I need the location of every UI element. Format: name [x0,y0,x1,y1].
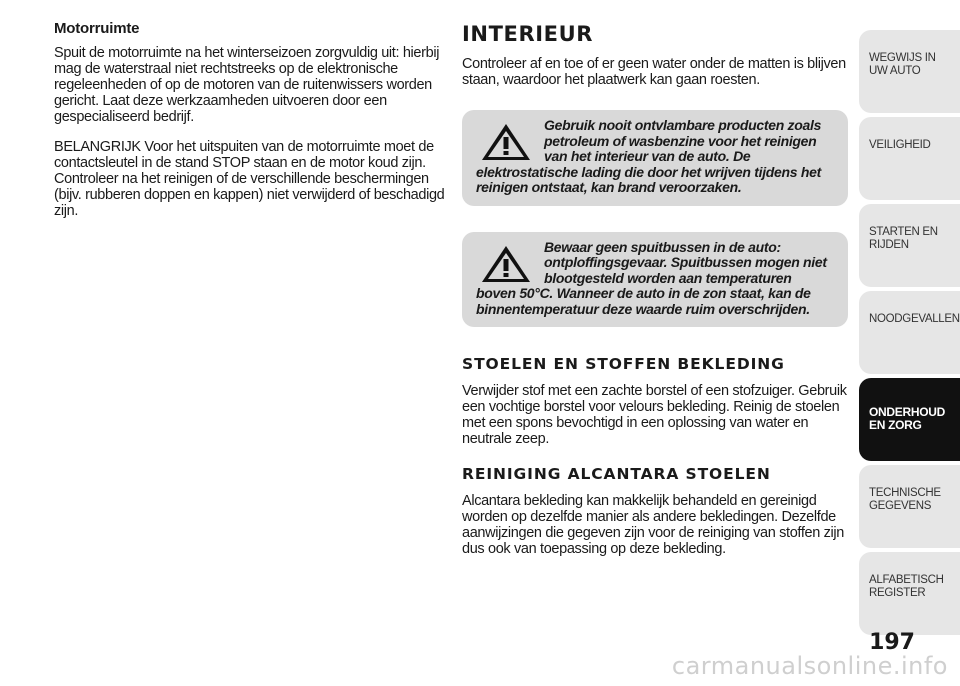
tab-noodgevallen[interactable]: NOODGEVALLEN [859,291,960,374]
tab-alfabetisch[interactable]: ALFABETISCH REGISTER [859,552,960,635]
section-title-alcantara: REINIGING ALCANTARA STOELEN [462,465,771,483]
subheading-motorruimte: Motorruimte [54,20,140,37]
paragraph-interieur: Controleer af en toe of er geen water onder de matten is blijven staan, waardoor het plaatwerk kan gaan roesten. [462,56,846,88]
section-title-interieur: INTERIEUR [462,22,594,46]
tab-veiligheid[interactable]: VEILIGHEID [859,117,960,200]
tab-wegwijs[interactable]: WEGWIJS IN UW AUTO [859,30,960,113]
paragraph-alcantara: Alcantara bekleding kan makkelijk behandeld en gereinigd worden op dezelfde manier als andere bekledingen. Dezelfde aanwijzingen die gegeven zijn voor de reiniging van stoffen zijn dus ook van toepassing op deze bekleding. [462,493,844,557]
section-title-stoelen: STOELEN EN STOFFEN BEKLEDING [462,355,785,373]
warning-text-spraycans: Bewaar geen spuitbussen in de auto: ontploffingsgevaar. Spuitbussen mogen niet blootgesteld worden aan temperaturen boven 50°C. Wanneer de auto in de zon staat, kan de binnentemperatuur deze waarde ruim overschrijden. [476,238,827,317]
tab-onderhoud-active[interactable]: ONDERHOUD EN ZORG [859,378,960,461]
warning-triangle-icon [480,122,532,162]
warning-text-flammable: Gebruik nooit ontvlambare producten zoals petroleum of wasbenzine voor het reinigen van het interieur van de auto. De elektrostatische lading die door het wrijven tijdens het reinigen ontstaat, kan brand veroorzaken. [476,117,822,195]
watermark: carmanualsonline.info [671,652,948,680]
page-number: 197 [869,630,915,655]
chapter-tabs [859,30,960,639]
paragraph-stoelen: Verwijder stof met een zachte borstel of een stofzuiger. Gebruik een vochtige borstel voor velours bekleding. Reinig de stoelen met een spons bevochtigd in een oplossing van water en neutrale zeep. [462,383,847,447]
warning-box-spraycans [462,232,848,328]
warning-box-flammable [462,110,848,206]
left-column [54,20,446,233]
paragraph-motorruimte-1: Spuit de motorruimte na het winterseizoen zorgvuldig uit: hierbij mag de waterstraal niet rechtstreeks op de elektronische regeleenheden of op de motoren van de ruitenwissers worden gericht. Laat deze werkzaamheden uitvoeren door een gespecialiseerd bedrijf. [54,45,440,125]
tab-starten[interactable]: STARTEN EN RIJDEN [859,204,960,287]
paragraph-motorruimte-2: BELANGRIJK Voor het uitspuiten van de motorruimte moet de contactsleutel in de stand STOP staan en de motor koud zijn. Controleer na het reinigen of de verschillende beschermingen (bijv. rubberen doppen en kappen) niet verwijderd of beschadigd zijn. [54,139,445,219]
warning-triangle-icon [480,244,532,284]
right-column [462,22,848,571]
tab-technische[interactable]: TECHNISCHE GEGEVENS [859,465,960,548]
